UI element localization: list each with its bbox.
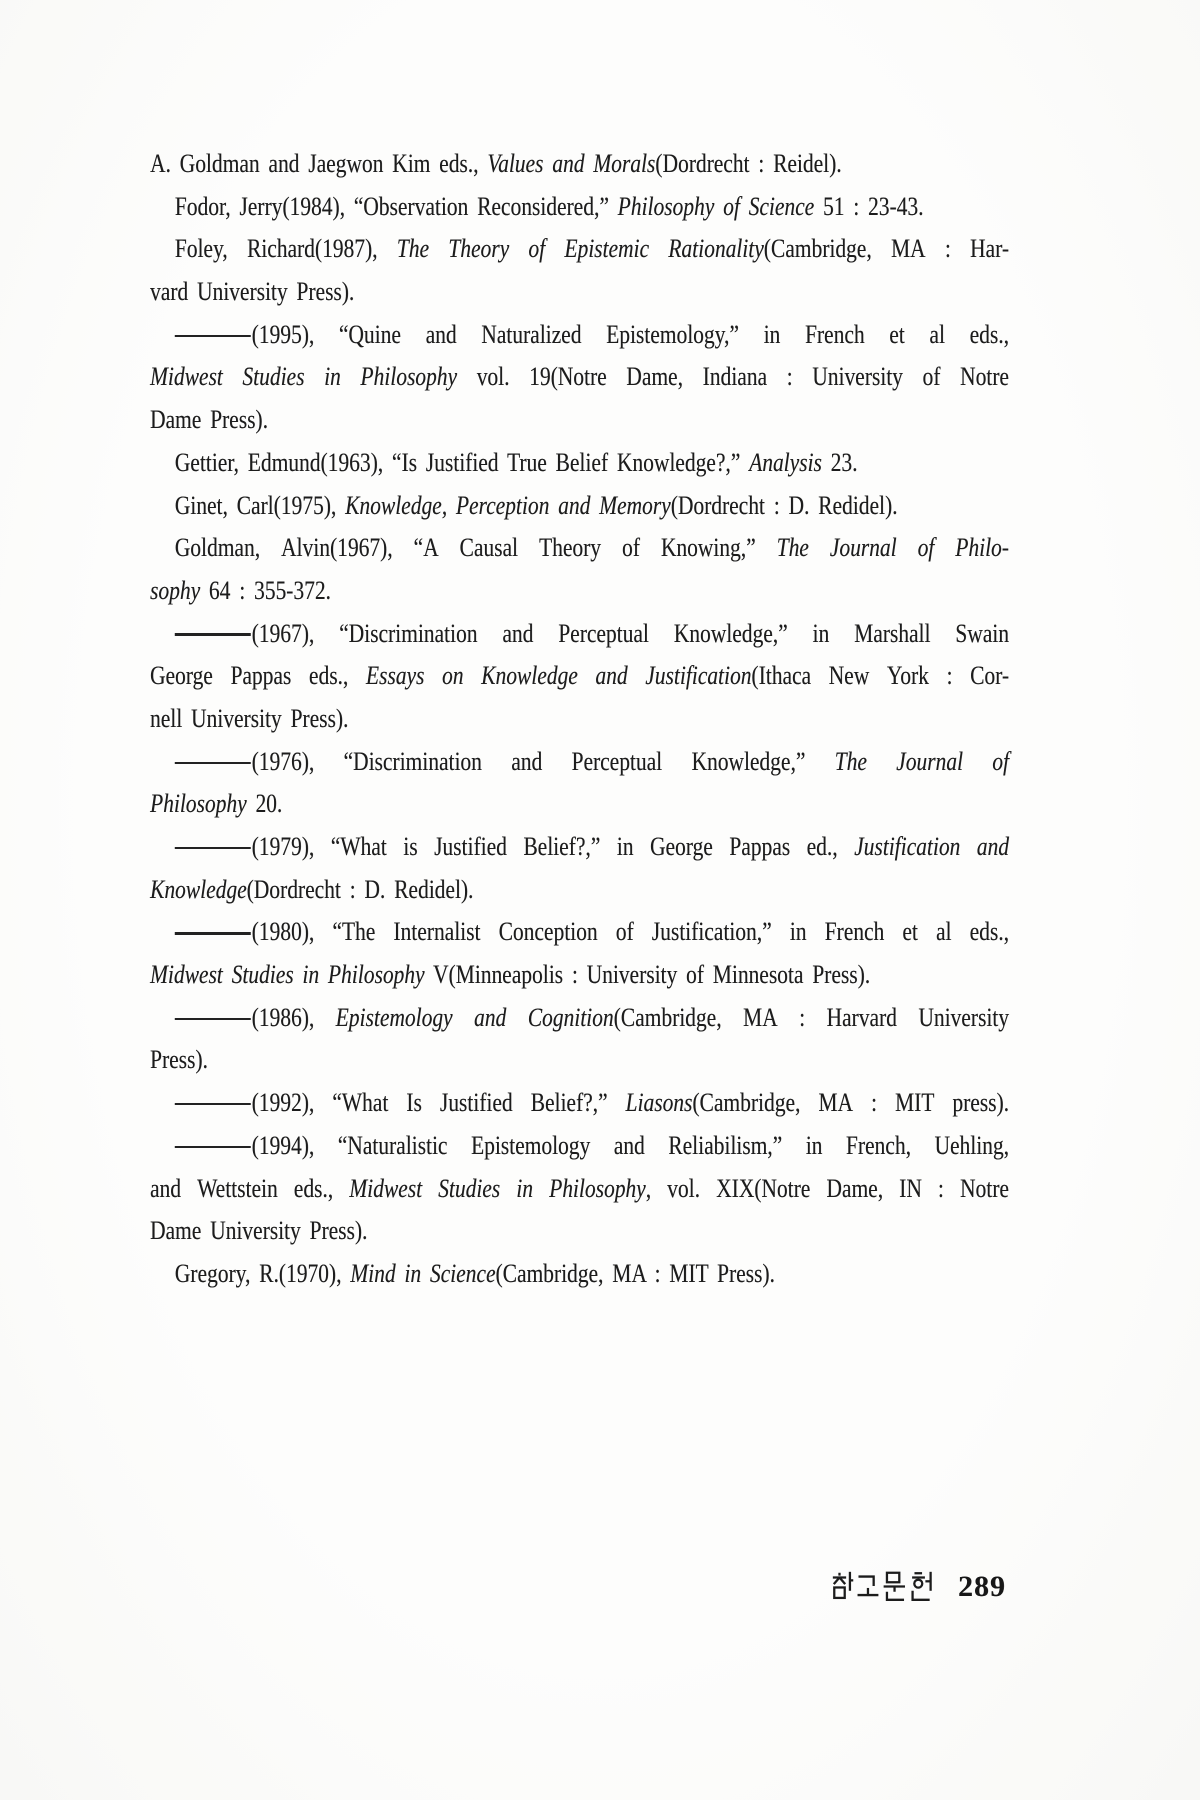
bib-line: Fodor, Jerry(1984), “Observation Reconsidered,” Philosophy of Science 51 : 23-43. [174, 191, 924, 221]
bib-line: Foley, Richard(1987), The Theory of Epistemic Rationality(Cambridge, MA : Har- [174, 234, 1009, 264]
bib-line: A. Goldman and Jaegwon Kim eds., Values and Morals(Dordrecht : Reidel). [150, 149, 842, 178]
repeat-author-dash [175, 932, 251, 934]
bib-line: Press). [150, 1045, 208, 1075]
bib-line: Gettier, Edmund(1963), “Is Justified True Belief Knowledge?,” Analysis 23. [174, 447, 858, 477]
bib-line: (1992), “What Is Justified Belief?,” Liasons(Cambridge, MA : MIT press). [150, 1082, 1009, 1125]
bib-line: Philosophy 20. [150, 789, 283, 819]
bib-line: (1994), “Naturalistic Epistemology and Reliabilism,” in French, Uehling, [150, 1125, 1009, 1168]
repeat-author-dash [175, 847, 251, 849]
bib-line: (1979), “What is Justified Belief?,” in George Pappas ed., Justification and [150, 826, 1009, 869]
page-number: 289 [958, 1570, 1006, 1603]
footer-section-label [830, 1571, 942, 1603]
repeat-author-dash [175, 633, 251, 635]
bib-line: George Pappas eds., Essays on Knowledge and Justification(Ithaca New York : Cor- [150, 661, 1010, 691]
bib-line: sophy 64 : 355-372. [150, 575, 331, 605]
bib-line: (1980), “The Internalist Conception of Justification,” in French et al eds., [150, 911, 1009, 954]
bib-line: vard University Press). [150, 277, 355, 307]
bib-line: Dame University Press). [150, 1216, 368, 1246]
bib-line: (1967), “Discrimination and Perceptual Knowledge,” in Marshall Swain [150, 613, 1009, 656]
bib-line: Goldman, Alvin(1967), “A Causal Theory of Knowing,” The Journal of Philo- [174, 533, 1009, 563]
repeat-author-dash [175, 1146, 251, 1148]
bib-line: (1995), “Quine and Naturalized Epistemology,” in French et al eds., [150, 314, 1009, 357]
bib-line: nell University Press). [150, 703, 349, 733]
bib-line: Midwest Studies in Philosophy vol. 19(Notre Dame, Indiana : University of Notre [150, 362, 1009, 392]
bib-line: Ginet, Carl(1975), Knowledge, Perception and Memory(Dordrecht : D. Redidel). [174, 490, 898, 520]
repeat-author-dash [175, 335, 251, 337]
repeat-author-dash [175, 1103, 251, 1105]
bib-line: Midwest Studies in Philosophy V(Minneapolis : University of Minnesota Press). [150, 960, 871, 990]
bibliography-list [150, 143, 1009, 1296]
hangul-reference-glyphs [830, 1571, 942, 1603]
bib-line: (1986), Epistemology and Cognition(Cambridge, MA : Harvard University [150, 997, 1009, 1040]
bib-line: (1976), “Discrimination and Perceptual Knowledge,” The Journal of [150, 741, 1009, 784]
repeat-author-dash [175, 1018, 251, 1020]
bib-line: Knowledge(Dordrecht : D. Redidel). [150, 874, 474, 904]
bib-line: Gregory, R.(1970), Mind in Science(Cambridge, MA : MIT Press). [174, 1258, 775, 1288]
repeat-author-dash [175, 762, 251, 764]
bib-line: Dame Press). [150, 405, 268, 435]
page-footer [150, 1566, 1006, 1608]
bib-line: and Wettstein eds., Midwest Studies in Philosophy, vol. XIX(Notre Dame, IN : Notre [150, 1173, 1009, 1203]
